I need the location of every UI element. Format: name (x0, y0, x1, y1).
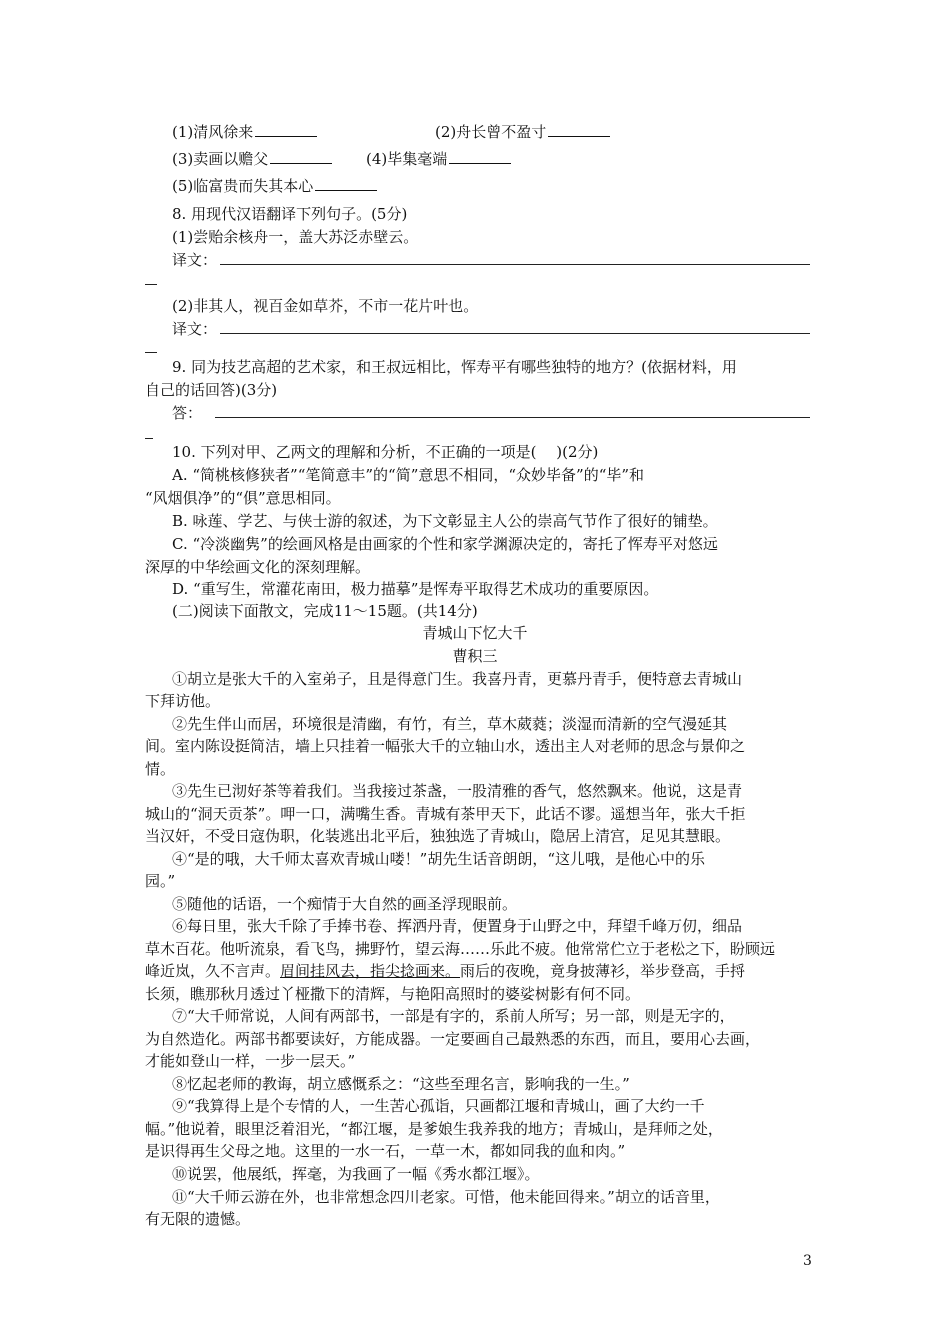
q8-sentence-2: (2)非其人，视百金如草芥，不市一花片叶也。 (172, 297, 479, 315)
section-2-intro: (二)阅读下面散文，完成11～15题。(共14分) (172, 602, 478, 620)
q10-option-c-line-1: C. “冷淡幽隽”的绘画风格是由画家的个性和家学渊源决定的，寄托了恽寿平对悠远 (172, 535, 718, 553)
passage-line: 城山的“洞天贡茶”。呷一口，满嘴生香。青城有茶甲天下，此话不谬。遥想当年，张大千拒 (145, 805, 746, 823)
passage-line: 长须，瞧那秋月透过丫桠撒下的清辉，与艳阳高照时的婆娑树影有何不同。 (145, 985, 641, 1003)
translation-line-2[interactable] (220, 333, 810, 334)
line-tail (145, 438, 153, 439)
q8-title: 8. 用现代汉语翻译下列句子。(5分) (172, 205, 408, 223)
passage-line: ⑥每日里，张大千除了手捧书卷、挥洒丹青，便置身于山野之中，拜望千峰万仞，细品 (172, 917, 743, 935)
q10-option-b: B. 咏莲、学艺、与侠士游的叙述，为下文彰显主人公的崇高气节作了很好的铺垫。 (172, 512, 718, 530)
passage-line: ⑧忆起老师的教诲，胡立感慨系之：“这些至理名言，影响我的一生。” (172, 1075, 630, 1093)
passage-line: 才能如登山一样，一步一层天。” (145, 1052, 356, 1070)
passage-line: 间。室内陈设挺简洁，墙上只挂着一幅张大千的立轴山水，透出主人对老师的思念与景仰之 (145, 737, 746, 755)
q10-option-a-line-2: “风烟俱净”的“俱”意思相同。 (145, 489, 341, 507)
underlined-sentence: 眉间挂风去，指尖捻画来。 (280, 962, 461, 980)
passage-line: 有无限的遗憾。 (145, 1210, 251, 1228)
q10-option-c-line-2: 深厚的中华绘画文化的深刻理解。 (145, 558, 371, 576)
passage-line: ④“是的哦，大千师太喜欢青城山喽！”胡先生话音朗朗，“这儿哦，是他心中的乐 (172, 850, 706, 868)
q7-item-3: (3)卖画以赡父 (172, 148, 810, 170)
q7-item-4: (4)毕集毫端 (366, 148, 810, 170)
q9-answer-label: 答： (172, 404, 203, 422)
passage-line: 是识得再生父母之地。这里的一水一石，一草一木，都如同我的血和肉。” (145, 1142, 626, 1160)
answer-blank[interactable] (449, 149, 511, 164)
passage-line: 下拜访他。 (145, 692, 221, 710)
answer-blank[interactable] (548, 122, 610, 137)
answer-blank[interactable] (270, 149, 332, 164)
passage-line: 当汉奸，不受日寇伪职，化装逃出北平后，独独选了青城山，隐居上清宫，足见其慧眼。 (145, 827, 731, 845)
q7-item-5: (5)临富贵而失其本心 (172, 175, 810, 197)
q10-title: 10. 下列对甲、乙两文的理解和分析，不正确的一项是( )(2分) (172, 443, 599, 461)
passage-line: 草木百花。他听流泉，看飞鸟，拂野竹，望云海……乐此不疲。他常常伫立于老松之下，盼顾远 (145, 940, 776, 958)
q7-item-1: (1)清风徐来 (172, 121, 810, 143)
passage-line: 幅。”他说着，眼里泛着泪光，“都江堰，是爹娘生我养我的地方；青城山，是拜师之处， (145, 1120, 723, 1138)
passage-line: ⑪“大千师云游在外，也非常想念四川老家。可惜，他未能回得来。”胡立的话音里， (172, 1188, 720, 1206)
q10-option-d: D. “重写生，常灌花南田，极力描摹”是恽寿平取得艺术成功的重要原因。 (172, 580, 659, 598)
answer-blank[interactable] (255, 122, 317, 137)
line-tail (145, 284, 157, 285)
q10-option-a-line-1: A. “简桃核修狭者”“笔简意丰”的“简”意思不相同，“众妙毕备”的“毕”和 (172, 466, 645, 484)
passage-line: 峰近岚，久不言声。眉间挂风去，指尖捻画来。雨后的夜晚，竟身披薄衫，举步登高，手捋 (145, 962, 746, 980)
passage-line: ⑨“我算得上是个专情的人，一生苦心孤诣，只画都江堰和青城山，画了大约一千 (172, 1097, 705, 1115)
passage-line: ⑦“大千师常说，人间有两部书，一部是有字的，系前人所写；另一部，则是无字的， (172, 1007, 735, 1025)
passage-line: ②先生伴山而居，环境很是清幽，有竹，有兰，草木葳蕤；淡湿而清新的空气漫延其 (172, 715, 728, 733)
q8-sentence-1: (1)尝贻余核舟一，盖大苏泛赤壁云。 (172, 228, 419, 246)
passage-line: ⑩说罢，他展纸，挥毫，为我画了一幅《秀水都江堰》。 (172, 1165, 540, 1183)
q7-item-2: (2)舟长曾不盈寸 (435, 121, 810, 143)
passage-line: ③先生已沏好茶等着我们。当我接过茶盏，一股清雅的香气，悠然飘来。他说，这是青 (172, 782, 743, 800)
passage-line: 情。 (145, 760, 176, 778)
q8-translation-label-2: 译文： (172, 320, 218, 338)
essay-author: 曹积三 (452, 647, 498, 665)
answer-line[interactable] (215, 417, 810, 418)
translation-line-1[interactable] (220, 264, 810, 265)
passage-line: ①胡立是张大千的入室弟子，且是得意门生。我喜丹青，更慕丹青手，便特意去青城山 (172, 670, 743, 688)
q9-prompt-line-1: 9. 同为技艺高超的艺术家，和王叔远相比，恽寿平有哪些独特的地方？(依据材料，用 (172, 358, 737, 376)
answer-blank[interactable] (315, 176, 377, 191)
line-tail (145, 352, 157, 353)
passage-line: ⑤随他的话语，一个痴情于大自然的画圣浮现眼前。 (172, 895, 518, 913)
passage-line: 为自然造化。两部书都要读好，方能成器。一定要画自己最熟悉的东西，而且，要用心去画， (145, 1030, 761, 1048)
q9-prompt-line-2: 自己的话回答)(3分) (145, 381, 278, 399)
essay-title: 青城山下忆大千 (422, 624, 528, 642)
q8-translation-label-1: 译文： (172, 251, 218, 269)
passage-line: 园。” (145, 872, 176, 890)
page-number: 3 (803, 1253, 812, 1269)
